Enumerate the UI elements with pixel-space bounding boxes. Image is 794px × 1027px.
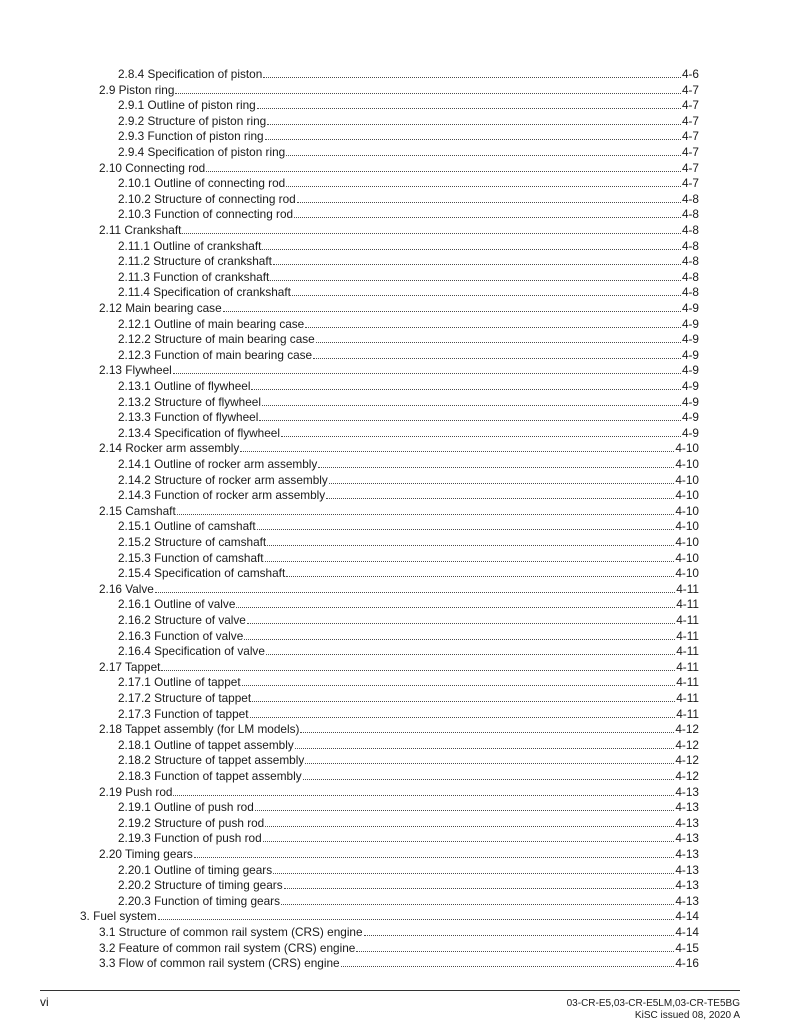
toc-entry[interactable] <box>99 362 699 377</box>
toc-entry-page: 4-8 <box>681 238 699 253</box>
toc-entry-page: 4-11 <box>676 628 699 643</box>
toc-entry[interactable] <box>99 955 699 970</box>
toc-entry-title: 2.13.3 Function of flywheel <box>118 410 259 425</box>
dot-leader <box>240 440 674 452</box>
dot-leader <box>281 893 674 905</box>
toc-entry-page: 4-7 <box>681 129 699 144</box>
toc-entry[interactable] <box>118 768 699 783</box>
dot-leader <box>286 565 674 577</box>
toc-entry[interactable] <box>99 924 699 939</box>
toc-entry-page: 4-13 <box>675 847 699 861</box>
toc-entry[interactable] <box>99 581 699 596</box>
toc-entry-title: 2.15.2 Structure of camshaft <box>118 535 267 549</box>
dot-leader <box>263 66 681 78</box>
toc-entry-page: 4-8 <box>681 285 699 300</box>
toc-entry-page: 4-9 <box>681 301 699 315</box>
toc-entry-page: 4-13 <box>675 800 699 815</box>
toc-entry-title: 2.11.4 Specification of crankshaft <box>118 285 291 300</box>
toc-entry-page: 4-9 <box>681 410 699 425</box>
toc-entry-page: 4-11 <box>676 706 699 721</box>
toc-entry-page: 4-11 <box>676 659 699 674</box>
toc-entry[interactable] <box>99 940 699 955</box>
toc-entry[interactable] <box>99 440 699 455</box>
toc-entry-page: 4-12 <box>675 769 699 783</box>
toc-entry[interactable] <box>118 378 699 393</box>
toc-entry-title: 2.17.3 Function of tappet <box>118 706 249 721</box>
toc-entry-title: 2.17.2 Structure of tappet <box>118 691 252 705</box>
toc-entry-page: 4-9 <box>681 363 699 378</box>
toc-entry-title: 2.11 Crankshaft <box>99 223 182 237</box>
dot-leader <box>251 378 680 390</box>
toc-entry-title: 3. Fuel system <box>80 909 157 924</box>
dot-leader <box>161 659 675 671</box>
toc-entry[interactable] <box>118 425 699 440</box>
dot-leader <box>262 238 681 250</box>
toc-entry-title: 2.20.3 Function of timing gears <box>118 893 280 908</box>
toc-entry-page: 4-9 <box>681 425 699 440</box>
dot-leader <box>300 721 674 733</box>
toc-entry-title: 2.11.2 Structure of crankshaft <box>118 254 272 269</box>
toc-entry-title: 2.17 Tappet <box>99 659 161 674</box>
toc-entry[interactable] <box>118 253 699 268</box>
toc-entry-title: 2.13.1 Outline of flywheel <box>118 379 251 393</box>
dot-leader <box>313 347 681 359</box>
toc-entry[interactable] <box>118 144 699 159</box>
toc-entry[interactable] <box>99 721 699 736</box>
toc-entry-page: 4-8 <box>681 191 699 206</box>
toc-entry-page: 4-8 <box>681 254 699 269</box>
toc-entry[interactable] <box>99 784 699 799</box>
toc-entry-page: 4-15 <box>675 940 699 955</box>
dot-leader <box>316 331 681 343</box>
toc-entry-page: 4-9 <box>681 332 699 347</box>
toc-entry-page: 4-7 <box>681 160 699 175</box>
toc-entry-page: 4-11 <box>676 644 699 659</box>
toc-entry-title: 2.19 Push rod <box>99 784 173 799</box>
toc-entry[interactable] <box>118 862 699 877</box>
toc-entry-page: 4-13 <box>675 784 699 799</box>
toc-entry-title: 2.20.1 Outline of timing gears <box>118 862 273 877</box>
dot-leader <box>318 456 674 468</box>
dot-leader <box>257 97 681 109</box>
toc-entry-title: 2.15.3 Function of camshaft <box>118 550 264 565</box>
dot-leader <box>273 862 674 874</box>
dot-leader <box>155 581 675 593</box>
toc-entry-title: 2.10 Connecting rod <box>99 160 206 175</box>
dot-leader <box>266 643 675 655</box>
toc-entry-page: 4-11 <box>676 597 699 612</box>
toc-entry-title: 2.10.3 Function of connecting rod <box>118 207 294 222</box>
toc-entry-page: 4-10 <box>675 566 699 581</box>
dot-leader <box>236 596 675 608</box>
toc-entry-page: 4-10 <box>675 488 699 503</box>
toc-entry-page: 4-7 <box>681 113 699 128</box>
toc-entry[interactable] <box>118 316 699 331</box>
toc-entry-page: 4-9 <box>681 316 699 331</box>
toc-entry[interactable] <box>99 222 699 237</box>
toc-entry-page: 4-9 <box>681 347 699 362</box>
dot-leader <box>247 612 675 624</box>
dot-leader <box>177 503 675 515</box>
dot-leader <box>250 706 676 718</box>
toc-entry-title: 2.16.1 Outline of valve <box>118 597 236 612</box>
dot-leader <box>295 737 675 749</box>
toc-entry[interactable] <box>118 752 699 767</box>
toc-entry[interactable] <box>118 565 699 580</box>
dot-leader <box>326 487 674 499</box>
toc-entry[interactable] <box>99 300 699 315</box>
dot-leader <box>194 846 675 858</box>
footer-doc-code: 03-CR-E5,03-CR-E5LM,03-CR-TE5BG <box>566 998 740 1009</box>
dot-leader <box>297 191 681 203</box>
toc-entry[interactable] <box>118 269 699 284</box>
dot-leader <box>284 877 675 889</box>
toc-entry-page: 4-12 <box>675 753 699 768</box>
toc-entry-page: 4-14 <box>675 909 699 924</box>
toc-entry-page: 4-10 <box>675 535 699 549</box>
dot-leader <box>244 628 675 640</box>
dot-leader <box>341 955 675 967</box>
toc-entry-title: 2.9 Piston ring <box>99 82 175 97</box>
toc-entry-title: 2.18.3 Function of tappet assembly <box>118 769 302 783</box>
toc-entry-title: 3.3 Flow of common rail system (CRS) engine <box>99 956 340 971</box>
toc-entry-title: 2.15.1 Outline of camshaft <box>118 519 256 534</box>
toc-entry[interactable] <box>118 113 699 128</box>
toc-entry-page: 4-10 <box>675 519 699 534</box>
dot-leader <box>286 144 681 156</box>
toc-entry-title: 2.15 Camshaft <box>99 503 176 518</box>
toc-entry[interactable] <box>99 846 699 861</box>
toc-entry[interactable] <box>118 284 699 299</box>
dot-leader <box>294 206 681 218</box>
toc-entry[interactable] <box>118 690 699 705</box>
toc-entry[interactable] <box>118 331 699 346</box>
toc-entry[interactable] <box>118 487 699 502</box>
dot-leader <box>305 316 681 328</box>
toc-entry-page: 4-8 <box>681 223 699 237</box>
toc-entry-title: 2.18 Tappet assembly (for LM models) <box>99 722 300 737</box>
dot-leader <box>223 300 681 312</box>
toc-entry[interactable] <box>118 706 699 721</box>
dot-leader <box>255 799 675 811</box>
toc-entry-title: 2.14.1 Outline of rocker arm assembly <box>118 457 318 471</box>
dot-leader <box>265 815 674 827</box>
toc-entry-page: 4-7 <box>681 82 699 97</box>
toc-entry-title: 2.10.1 Outline of connecting rod <box>118 176 286 191</box>
toc-entry[interactable] <box>118 206 699 221</box>
dot-leader <box>242 674 676 686</box>
toc-entry-page: 4-11 <box>676 675 699 690</box>
toc-entry-title: 2.13 Flywheel <box>99 363 172 378</box>
dot-leader <box>329 472 675 484</box>
toc-entry-page: 4-6 <box>681 67 699 81</box>
toc-entry-page: 4-13 <box>675 862 699 877</box>
toc-entry[interactable] <box>118 347 699 362</box>
toc-entry-title: 2.18.1 Outline of tappet assembly <box>118 737 294 752</box>
dot-leader <box>286 175 681 187</box>
dot-leader <box>281 425 681 437</box>
toc-entry[interactable] <box>118 612 699 627</box>
toc-entry-title: 3.1 Structure of common rail system (CRS) engine <box>99 925 363 939</box>
dot-leader <box>257 518 675 530</box>
page-number: vi <box>40 995 49 1009</box>
dot-leader <box>158 908 675 920</box>
dot-leader <box>292 284 681 296</box>
toc-entry[interactable] <box>118 643 699 658</box>
dot-leader <box>303 768 675 780</box>
toc-entry-title: 2.12.3 Function of main bearing case <box>118 347 313 362</box>
toc-entry[interactable] <box>118 674 699 689</box>
dot-leader <box>356 940 674 952</box>
toc-entry-title: 2.12 Main bearing case <box>99 301 222 315</box>
dot-leader <box>273 253 681 265</box>
toc-entry-title: 2.9.1 Outline of piston ring <box>118 98 256 113</box>
toc-entry[interactable] <box>118 238 699 253</box>
toc-entry[interactable] <box>118 128 699 143</box>
toc-entry-title: 2.16.2 Structure of valve <box>118 613 246 627</box>
toc-entry-title: 2.11.3 Function of crankshaft <box>118 269 270 284</box>
toc-entry[interactable] <box>118 409 699 424</box>
toc-entry-page: 4-9 <box>681 394 699 409</box>
dot-leader <box>364 924 675 936</box>
dot-leader <box>262 394 681 406</box>
toc-entry-title: 2.20 Timing gears <box>99 847 193 861</box>
toc-entry-title: 2.16.3 Function of valve <box>118 628 244 643</box>
toc-entry-title: 2.17.1 Outline of tappet <box>118 675 241 690</box>
toc-entry[interactable] <box>118 394 699 409</box>
toc-entry[interactable] <box>118 191 699 206</box>
toc-entry-title: 2.13.4 Specification of flywheel <box>118 425 280 440</box>
toc-entry[interactable] <box>118 66 699 81</box>
dot-leader <box>270 269 681 281</box>
toc-entry-title: 2.12.1 Outline of main bearing case <box>118 316 305 331</box>
dot-leader <box>173 784 674 796</box>
toc-entry-page: 4-8 <box>681 269 699 284</box>
toc-entry-page: 4-7 <box>681 98 699 113</box>
toc-entry[interactable] <box>99 82 699 97</box>
toc-entry-page: 4-11 <box>676 613 699 627</box>
toc-entry-title: 2.20.2 Structure of timing gears <box>118 878 283 893</box>
toc-entry-title: 2.19.1 Outline of push rod <box>118 800 254 815</box>
toc-entry-page: 4-8 <box>681 207 699 222</box>
toc-entry-page: 4-12 <box>675 722 699 737</box>
toc-entry-page: 4-16 <box>675 956 699 971</box>
toc-entry-page: 4-7 <box>681 176 699 191</box>
toc-entry-page: 4-7 <box>681 145 699 159</box>
toc-entry-title: 2.16.4 Specification of valve <box>118 644 265 659</box>
toc-entry[interactable] <box>118 518 699 533</box>
toc-entry-title: 2.11.1 Outline of crankshaft <box>118 238 262 253</box>
toc-entry-page: 4-14 <box>675 925 699 939</box>
toc-entry-title: 2.8.4 Specification of piston <box>118 67 263 81</box>
dot-leader <box>173 362 681 374</box>
toc-entry-title: 2.14.3 Function of rocker arm assembly <box>118 488 326 503</box>
toc-entry[interactable] <box>118 628 699 643</box>
toc-entry-title: 2.10.2 Structure of connecting rod <box>118 191 296 206</box>
toc-entry[interactable] <box>118 97 699 112</box>
toc-entry[interactable] <box>80 908 699 923</box>
toc-entry-title: 2.14.2 Structure of rocker arm assembly <box>118 472 328 487</box>
toc-entry-page: 4-11 <box>676 581 699 596</box>
toc-entry[interactable] <box>118 550 699 565</box>
toc-entry-page: 4-12 <box>675 737 699 752</box>
toc-entry-title: 2.13.2 Structure of flywheel <box>118 394 261 409</box>
toc-entry[interactable] <box>99 659 699 674</box>
footer-issue: KiSC issued 08, 2020 A <box>634 1010 740 1021</box>
toc-entry-title: 2.19.2 Structure of push rod <box>118 815 265 830</box>
toc-entry-title: 2.15.4 Specification of camshaft <box>118 566 286 581</box>
toc-entry-page: 4-11 <box>676 691 699 705</box>
toc-entry[interactable] <box>118 893 699 908</box>
toc-entry[interactable] <box>118 799 699 814</box>
dot-leader <box>265 550 675 562</box>
toc-entry[interactable] <box>118 830 699 845</box>
toc-entry[interactable] <box>99 503 699 518</box>
toc-entry[interactable] <box>118 877 699 892</box>
toc-entry[interactable] <box>118 737 699 752</box>
toc-entry-page: 4-13 <box>675 815 699 830</box>
dot-leader <box>265 128 681 140</box>
toc-entry-page: 4-10 <box>675 550 699 565</box>
toc-entry[interactable] <box>118 456 699 471</box>
toc-entry-title: 2.18.2 Structure of tappet assembly <box>118 753 305 768</box>
toc-entry-title: 3.2 Feature of common rail system (CRS) engine <box>99 940 356 955</box>
toc-entry-page: 4-9 <box>681 379 699 393</box>
toc-entry[interactable] <box>118 175 699 190</box>
toc-entry[interactable] <box>99 160 699 175</box>
toc-entry-title: 2.9.4 Specification of piston ring <box>118 145 286 159</box>
toc-entry-page: 4-10 <box>675 472 699 487</box>
dot-leader <box>259 409 681 421</box>
toc-entry-page: 4-10 <box>675 441 699 456</box>
toc-entry-title: 2.19.3 Function of push rod <box>118 831 262 846</box>
toc-entry-page: 4-13 <box>675 878 699 893</box>
dot-leader <box>175 82 681 94</box>
dot-leader <box>182 222 681 234</box>
toc-entry-title: 2.12.2 Structure of main bearing case <box>118 332 315 347</box>
toc-entry-title: 2.14 Rocker arm assembly <box>99 441 240 456</box>
dot-leader <box>252 690 675 702</box>
toc-entry-page: 4-13 <box>675 831 699 846</box>
dot-leader <box>263 830 675 842</box>
toc-entry[interactable] <box>118 472 699 487</box>
toc-entry[interactable] <box>118 534 699 549</box>
toc-entry-page: 4-10 <box>675 457 699 471</box>
footer-doc-info <box>567 998 740 1022</box>
toc-entry[interactable] <box>118 596 699 611</box>
toc-entry[interactable] <box>118 815 699 830</box>
dot-leader <box>267 534 674 546</box>
toc-entry-page: 4-10 <box>675 503 699 518</box>
toc-entry-title: 2.16 Valve <box>99 581 154 596</box>
footer-divider <box>40 990 740 991</box>
toc-entry-title: 2.9.3 Function of piston ring <box>118 129 264 144</box>
dot-leader <box>267 113 681 125</box>
dot-leader <box>305 752 674 764</box>
dot-leader <box>206 160 681 172</box>
toc-entry-page: 4-13 <box>675 893 699 908</box>
toc-entry-title: 2.9.2 Structure of piston ring <box>118 113 267 128</box>
